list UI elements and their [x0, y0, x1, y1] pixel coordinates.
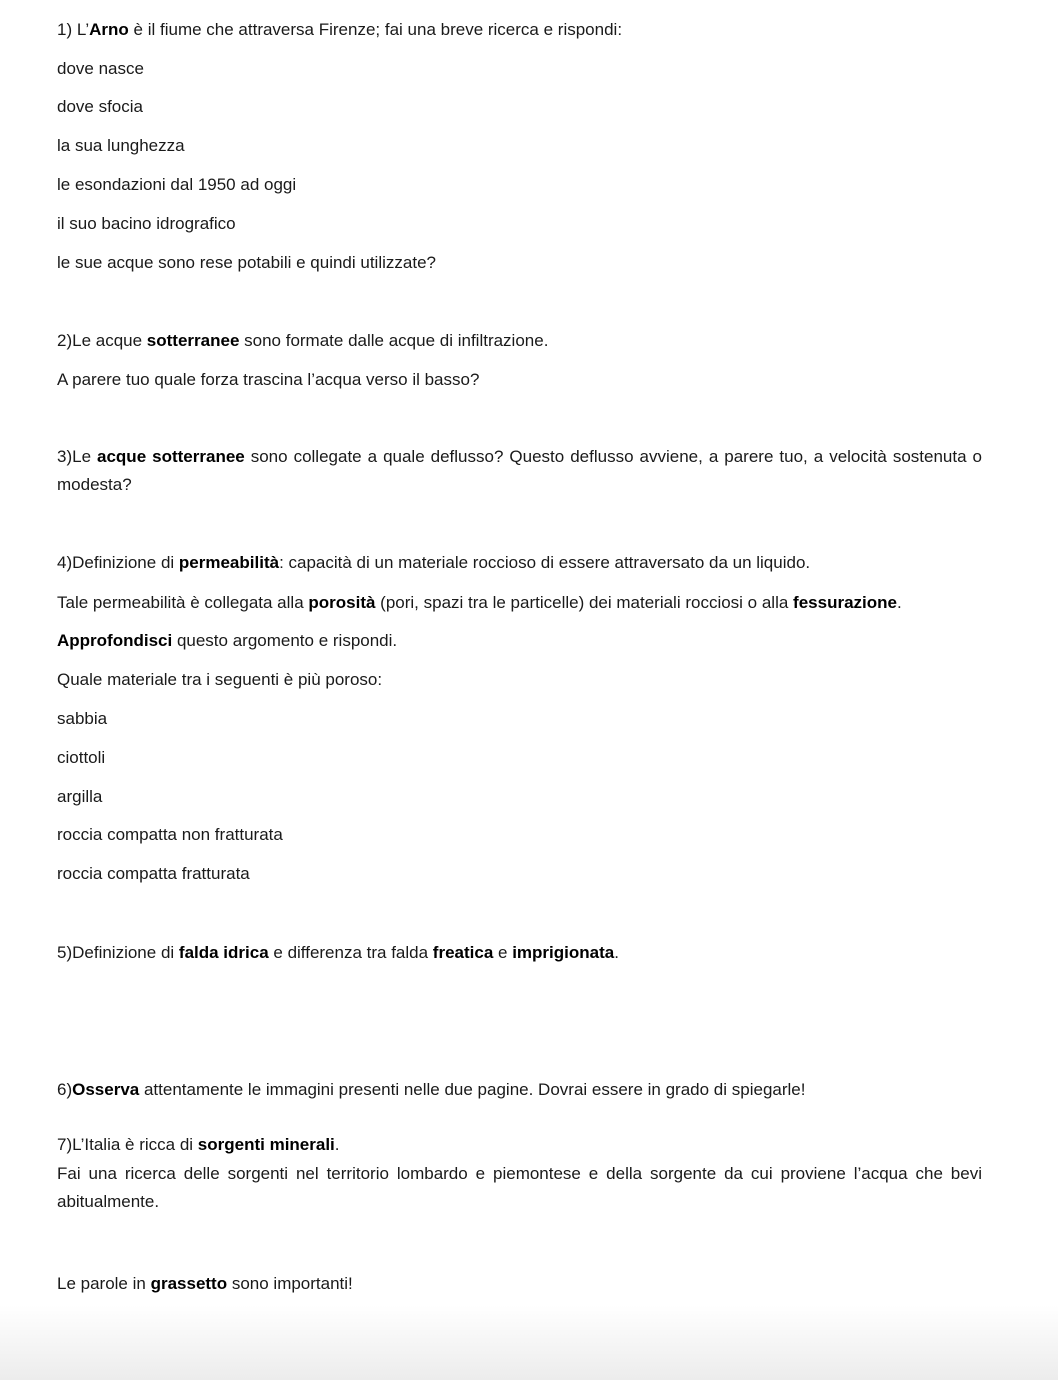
page-bottom-shadow	[0, 1305, 1058, 1380]
q3-paragraph: 3)Le acque sotterranee sono collegate a quale deflusso? Questo deflusso avviene, a parere tuo, a velocità sostenuta o modesta?	[57, 447, 982, 494]
q1-item: la sua lunghezza	[57, 136, 185, 155]
q4-option: sabbia	[57, 709, 108, 728]
q4-deepen: Approfondisci questo argomento e rispondi.	[57, 631, 398, 650]
q2-intro: 2)Le acque sotterranee sono formate dalle acque di infiltrazione.	[57, 331, 549, 350]
q4-option: roccia compatta non fratturata	[57, 825, 283, 844]
q7-title: 7)L’Italia è ricca di sorgenti minerali.	[57, 1135, 340, 1154]
q1-item: il suo bacino idrografico	[57, 214, 236, 233]
q1-item: le esondazioni dal 1950 ad oggi	[57, 175, 297, 194]
q4-definition: 4)Definizione di permeabilità: capacità di un materiale roccioso di essere attraversato da un liquido.	[57, 553, 811, 572]
q4-option: roccia compatta fratturata	[57, 864, 250, 883]
q2-question: A parere tuo quale forza trascina l’acqua verso il basso?	[57, 370, 480, 389]
q1-intro: 1) L’Arno è il fiume che attraversa Firenze; fai una breve ricerca e rispondi:	[57, 20, 623, 39]
q4-option: argilla	[57, 787, 103, 806]
q1-item: dove sfocia	[57, 97, 143, 116]
q4-option: ciottoli	[57, 748, 106, 767]
q4-permeability: Tale permeabilità è collegata alla porosità (pori, spazi tra le particelle) dei materiali rocciosi o alla fessurazione.	[57, 593, 902, 612]
q5-definition: 5)Definizione di falda idrica e differenza tra falda freatica e imprigionata.	[57, 943, 619, 962]
q6-instruction: 6)Osserva attentamente le immagini presenti nelle due pagine. Dovrai essere in grado di spiegarle!	[57, 1080, 806, 1099]
q1-item: le sue acque sono rese potabili e quindi utilizzate?	[57, 253, 436, 272]
bold-words-note: Le parole in grassetto sono importanti!	[57, 1274, 353, 1293]
q1-item: dove nasce	[57, 59, 144, 78]
q7-body: Fai una ricerca delle sorgenti nel territorio lombardo e piemontese e della sorgente da cui proviene l’acqua che bevi abitualmente.	[57, 1164, 982, 1211]
q4-question: Quale materiale tra i seguenti è più poroso:	[57, 670, 383, 689]
